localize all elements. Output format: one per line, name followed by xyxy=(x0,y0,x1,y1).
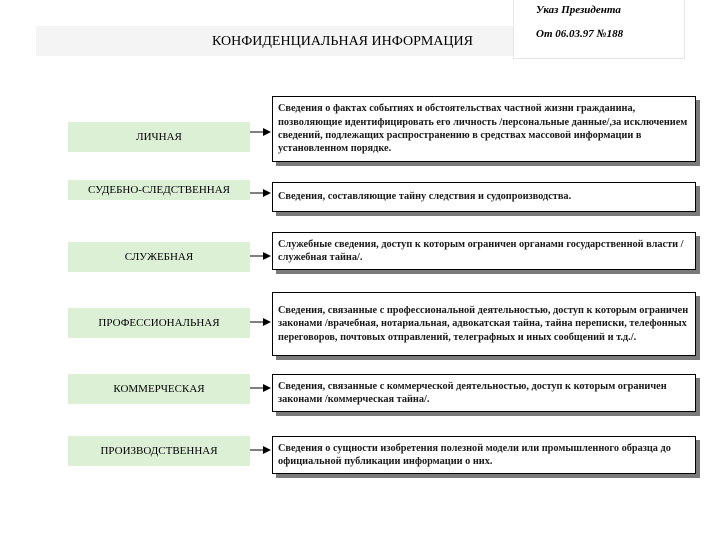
description-professional: Сведения, связанные с профессиональной деятельностью, доступ к которым ограничен законами /врачебная, нотариальная, адвокатская тайна, тайна переписки, телефонных переговоров, почтовых отправлений, телеграфных и иных сообщений и т.д./. xyxy=(272,292,696,356)
category-personal: ЛИЧНАЯ xyxy=(68,122,250,152)
description-service: Служебные сведения, доступ к которым ограничен органами государственной власти /служебная тайна/. xyxy=(272,232,696,270)
decree-title: Указ Президента xyxy=(536,4,621,16)
description-commercial: Сведения, связанные с коммерческой деятельностью, доступ к которым ограничен законами /коммерческая тайна/. xyxy=(272,374,696,412)
category-service: СЛУЖЕБНАЯ xyxy=(68,242,250,272)
description-personal: Сведения о фактах событиях и обстоятельствах частной жизни гражданина, позволяющие идентифицировать его личность /персональные данные/,за исключением сведений, подлежащих распространению в средствах массовой информации в установленном порядке. xyxy=(272,96,696,162)
category-commercial: КОММЕРЧЕСКАЯ xyxy=(68,374,250,404)
description-production: Сведения о сущности изобретения полезной модели или промышленного образца до официальной публикации информации о них. xyxy=(272,436,696,474)
category-judicial: СУДЕБНО-СЛЕДСТВЕННАЯ xyxy=(68,180,250,200)
description-judicial: Сведения, составляющие тайну следствия и судопроизводства. xyxy=(272,182,696,212)
category-production: ПРОИЗВОДСТВЕННАЯ xyxy=(68,436,250,466)
decree-reference: От 06.03.97 №188 xyxy=(536,28,624,40)
main-title: КОНФИДЕНЦИАЛЬНАЯ ИНФОРМАЦИЯ xyxy=(212,34,473,49)
category-professional: ПРОФЕССИОНАЛЬНАЯ xyxy=(68,308,250,338)
